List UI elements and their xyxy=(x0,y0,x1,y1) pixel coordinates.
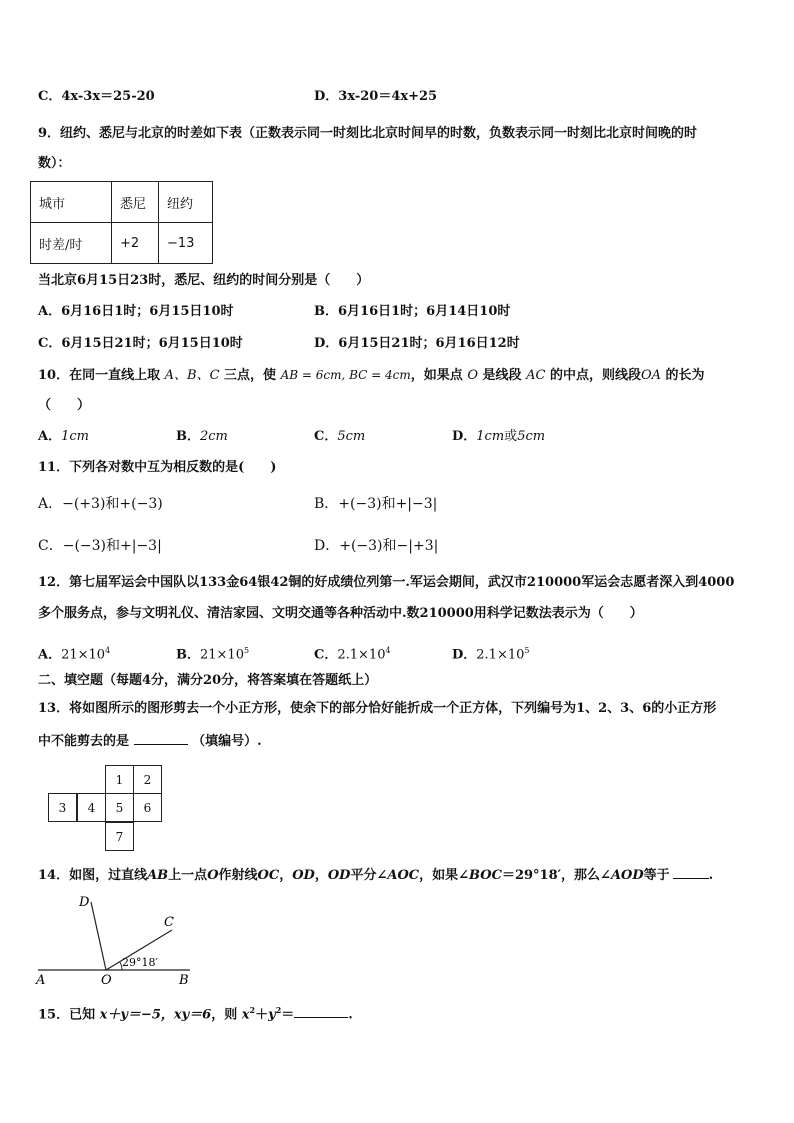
q14-text: ， xyxy=(314,868,328,883)
angle-label: 29°18′ xyxy=(122,956,158,969)
q10-option-a xyxy=(38,429,89,445)
option-or: 或 xyxy=(504,429,518,444)
q15-exponent: 2 xyxy=(275,1005,282,1015)
q12-stem-line2: 多个服务点，参与文明礼仪、清洁家园、文明交通等各种活动中.数210000用科学记数法表示为（ ） xyxy=(38,606,643,621)
label-a: A xyxy=(36,973,46,988)
option-letter: D． xyxy=(452,647,477,663)
net-square: 1 xyxy=(105,765,134,794)
q12-option-a xyxy=(38,643,110,663)
q13-text: （填编号）. xyxy=(192,734,262,749)
q15-stem xyxy=(38,1002,353,1023)
q14-stem xyxy=(38,866,713,884)
q11-stem: 11．下列各对数中互为相反数的是( ) xyxy=(38,460,277,475)
q10-point-o: O xyxy=(467,368,478,383)
q9-option-c: C．6月15日21时；6月15日10时 xyxy=(38,336,243,351)
table-cell: −13 xyxy=(159,223,213,264)
table-row xyxy=(31,182,213,223)
option-exponent: 5 xyxy=(243,646,250,655)
q14-var: OC xyxy=(257,868,280,883)
net-square: 5 xyxy=(105,793,134,822)
q9-stem-line1: 9．纽约、悉尼与北京的时差如下表（正数表示同一时刻比北京时间早的时数，负数表示同一时刻比北京时间晚的时 xyxy=(38,126,698,141)
q14-var: O xyxy=(207,868,219,883)
q13-stem-line1: 13．将如图所示的图形剪去一个小正方形，使余下的部分恰好能折成一个正方体，下列编号为1、2、3、6的小正方形 xyxy=(38,701,717,716)
q10-option-c xyxy=(314,429,365,445)
ray-od xyxy=(91,902,106,970)
option-letter: B． xyxy=(176,429,200,444)
q9-stem-line2: 数）： xyxy=(38,156,71,171)
q10-text: 的中点，则线段 xyxy=(549,368,641,383)
q14-var: OD xyxy=(292,868,315,883)
option-exponent: 5 xyxy=(524,646,530,655)
q12-stem-line1: 12．第七届军运会中国队以133金64银42铜的好成绩位列第一.军运会期间，武汉市210000军运会志愿者深入到4000 xyxy=(38,575,735,590)
q10-text: 的长为 xyxy=(665,368,705,383)
q13-text: 中不能剪去的是 xyxy=(38,734,130,749)
q10-segment-oa: OA xyxy=(640,368,661,383)
q10-text: 三点，使 xyxy=(224,368,277,383)
q10-stem xyxy=(38,367,705,384)
q10-condition: AB = 6cm, BC = 4cm xyxy=(280,368,411,382)
option-value: 5cm xyxy=(517,429,546,444)
option-mantissa: 2.1×10 xyxy=(337,647,386,663)
q10-segment-ac: AC xyxy=(526,368,546,383)
option-value: 1cm xyxy=(61,429,89,444)
q14-text: 上一点 xyxy=(168,868,208,883)
answer-blank xyxy=(673,866,709,879)
q14-text: ，如果∠ xyxy=(419,868,470,883)
option-mantissa: 2.1×10 xyxy=(476,647,525,663)
q14-text: ， xyxy=(279,868,293,883)
q8-option-d: D．3x-20＝4x+25 xyxy=(314,89,438,104)
net-square: 2 xyxy=(133,765,162,794)
q9-question: 当北京6月15日23时，悉尼、纽约的时间分别是（ ） xyxy=(38,273,370,288)
table-cell: 时差/时 xyxy=(31,223,112,264)
label-o: O xyxy=(101,973,112,988)
q14-var: OD xyxy=(327,868,351,883)
q11-option-c: C．−(−3)和+|−3| xyxy=(38,538,162,554)
q15-var: x xyxy=(241,1007,250,1023)
table-row xyxy=(31,223,213,264)
option-mantissa: 21×10 xyxy=(61,647,106,663)
q14-text: ＝29°18′，那么∠ xyxy=(501,868,611,883)
q8-option-c: C．4x-3x＝25-20 xyxy=(38,89,155,104)
option-value: 1cm xyxy=(476,429,505,444)
q15-expr: x＋y＝−5，xy＝6 xyxy=(99,1007,212,1023)
q14-var: AB xyxy=(147,868,169,883)
option-value: 5cm xyxy=(337,429,366,444)
answer-blank xyxy=(134,732,188,745)
net-square: 3 xyxy=(48,793,77,822)
q15-text: ，则 xyxy=(211,1007,238,1023)
option-letter: A． xyxy=(38,429,62,444)
q14-text: 14．如图，过直线 xyxy=(38,868,148,883)
q9-option-b: B．6月16日1时；6月14日10时 xyxy=(314,304,511,319)
section-heading: 二、填空题（每题4分，满分20分，将答案填在答题纸上） xyxy=(38,673,378,688)
net-square: 6 xyxy=(133,793,162,822)
q11-option-d: D．+(−3)和−|+3| xyxy=(314,538,439,554)
q10-paren: （ ） xyxy=(38,398,91,413)
option-mantissa: 21×10 xyxy=(200,647,244,663)
label-b: B xyxy=(179,973,189,988)
q15-text: 15．已知 xyxy=(38,1007,96,1023)
q10-text: 10．在同一直线上取 xyxy=(38,368,161,383)
q9-option-d: D．6月15日21时；6月16日12时 xyxy=(314,336,520,351)
q10-option-b xyxy=(176,429,228,445)
net-square: 7 xyxy=(105,822,134,851)
table-cell: +2 xyxy=(112,223,159,264)
q15-text: ＝ xyxy=(281,1007,295,1023)
q14-text: 等于 xyxy=(643,868,670,883)
q14-text: 作射线 xyxy=(218,868,258,883)
option-letter: A． xyxy=(38,647,62,663)
q15-text: ＋ xyxy=(255,1007,269,1023)
q15-var: y xyxy=(268,1007,276,1023)
option-exponent: 4 xyxy=(385,646,391,655)
table-cell: 城市 xyxy=(31,182,112,223)
option-value: 2cm xyxy=(200,429,228,444)
label-c: C xyxy=(164,915,174,930)
q10-option-d xyxy=(452,429,545,445)
label-d: D xyxy=(79,895,90,910)
q14-var: BOC xyxy=(469,868,502,883)
q14-var: AOD xyxy=(610,868,644,883)
table-cell: 纽约 xyxy=(159,182,213,223)
q14-text: 平分∠ xyxy=(350,868,388,883)
table-cell: 悉尼 xyxy=(112,182,159,223)
q12-option-b xyxy=(176,643,249,663)
q14-text: . xyxy=(708,868,714,883)
option-exponent: 4 xyxy=(105,646,111,655)
q10-text: ，如果点 xyxy=(410,368,463,383)
option-letter: D． xyxy=(452,429,477,444)
q13-stem-line2 xyxy=(38,732,262,750)
time-difference-table xyxy=(30,181,213,264)
q12-option-c xyxy=(314,643,391,663)
option-letter: C． xyxy=(314,429,338,444)
option-letter: B． xyxy=(176,647,200,663)
q11-option-b: B．+(−3)和+|−3| xyxy=(314,496,438,512)
net-square: 4 xyxy=(77,793,106,822)
q10-text: 是线段 xyxy=(482,368,522,383)
q15-exponent: 2 xyxy=(249,1005,256,1015)
option-letter: C． xyxy=(314,647,338,663)
angle-figure xyxy=(30,888,200,988)
q15-text: . xyxy=(348,1007,353,1023)
q10-points: A、B、C xyxy=(164,368,220,383)
q12-option-d xyxy=(452,643,529,663)
q11-option-a: A．−(+3)和+(−3) xyxy=(38,496,163,512)
q14-var: AOC xyxy=(387,868,420,883)
q9-option-a: A．6月16日1时；6月15日10时 xyxy=(38,304,234,319)
answer-blank xyxy=(294,1005,348,1018)
